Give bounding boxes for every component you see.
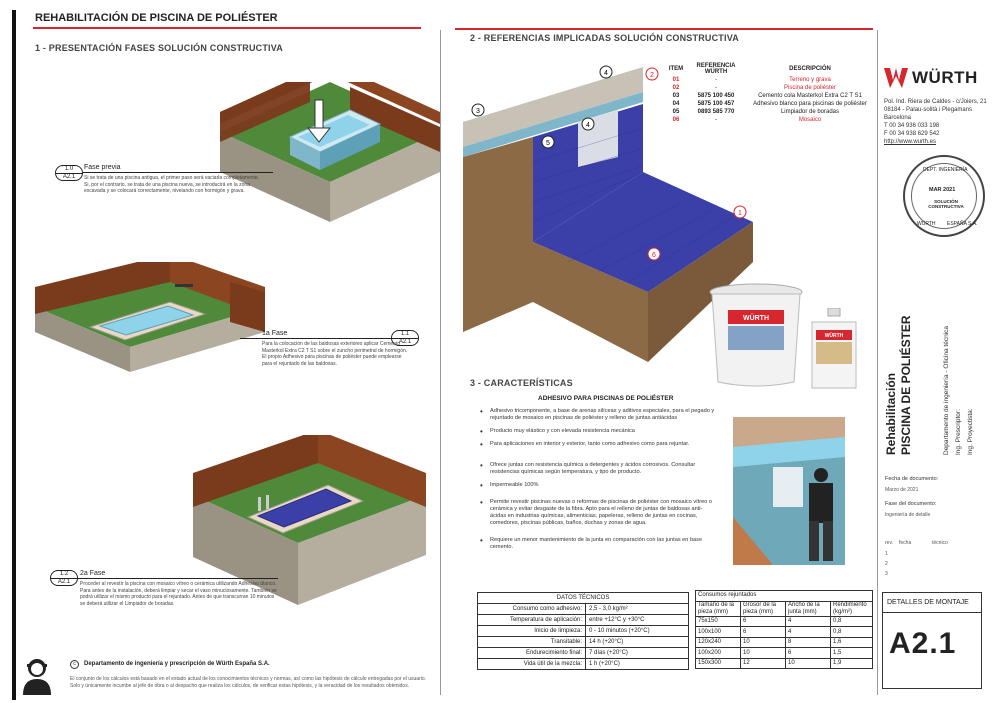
footer-dept: Departamento de ingeniería y prescripción de Würth España S.A. [84, 661, 270, 667]
phase2-text: Proceder al revestir la piscina con mosaico vítreo o cerámica utilizando Adhesivo blanco. Para antes de la instalación, deberá limpiar y secar el vaso minuciosamente. También se podrá utilizar el mismo producto para el rejuntado. Antes de que transcurran 10 minutos se deberá utilizar el Limpiador de boradas. [80, 581, 277, 607]
section2-topline [455, 28, 873, 30]
table-row: Endurecimiento final: 7 días (+20°C) [478, 648, 689, 659]
title-underline [33, 27, 421, 29]
table-row: 75x150 6 4 0,8 [696, 616, 873, 627]
revision-row: 3 [885, 571, 888, 577]
svg-text:2: 2 [650, 72, 654, 79]
phase0-name: Fase previa [84, 164, 121, 171]
company-address: Pol. Ind. Riera de Caldes - c/Joiers, 21 08184 - Palau-solità i Plegamans Barcelona T 00 34 936 033 198 F 00 34 938 629 542 http://www.wurth.es [884, 99, 987, 145]
details-label: DETALLES DE MONTAJE [883, 593, 981, 613]
svg-text:WÜRTH: WÜRTH [742, 315, 770, 322]
document-phase-value: Ingeniería de detalle [885, 512, 931, 518]
website-link[interactable]: http://www.wurth.es [884, 139, 937, 145]
technical-data-table [477, 592, 689, 670]
phase0-text: Si se trata de una piscina antigua, el primer paso será vaciarla completamente. Si, por el contrario, se trata de una piscina nueva, se introducirá en la zona excavada y se colocará correctamente, nivelando con hormigón y grava. [84, 175, 260, 194]
phase0-illustration [210, 82, 450, 232]
engineer-avatar-icon [20, 655, 54, 695]
revision-row: 2 [885, 561, 888, 567]
revision-row: 1 [885, 551, 888, 557]
technical-data-title: DATOS TÉCNICOS [478, 593, 689, 604]
department-line: Departamento de ingeniería - Oficina técnica [943, 326, 950, 455]
copyright-icon: c [70, 660, 79, 669]
document-date-value: Marzo de 2021 [885, 487, 919, 493]
revision-column-tech: técnico [932, 540, 948, 546]
product-title: ADHESIVO PARA PISCINAS DE POLIÉSTER [538, 395, 674, 402]
sheet-code: A2.1 [889, 627, 957, 660]
wurth-logo-icon [884, 66, 908, 88]
phase0-leader [83, 172, 273, 173]
proyectista-label: Ing. Proyectista: [967, 408, 974, 455]
references-row: 02 - Piscina de poliéster [672, 85, 837, 91]
revision-column-date: fecha [899, 540, 912, 546]
references-header-item: ITEM [668, 66, 684, 72]
list-item: • Permite revestir piscinas nuevas o reformas de piscinas de poliéster con mosaico vítreo o cerámica y evitar desgaste de la fibra. Apto para el relleno de juntas de baldosas anti-ácidas en industrias químicas, alimenticias, papeleras, relleno de juntas en cocinas, comedores, piscinas públicas, baños, duchas y zonas de agua. [480, 499, 715, 527]
consumption-table: Consumos rejuntados Tamaño de la pieza (mm) Grosor de la pieza (mm) Ancho de la junta (mm) Rendimiento (kg/m²) 75x150 6 4 0,8 100x100 6 4 0,8 120x240 10 8 1,6 100x200 10 6 1,5 150x300 12 10 1,9 [695, 590, 873, 669]
consumption-title: Consumos rejuntados [696, 591, 873, 602]
table-row: Vida útil de la mezcla: 1 h (+20°C) [478, 659, 689, 670]
phase1-name: 1a Fase [262, 330, 288, 337]
list-item: • Ofrece juntas con resistencia química a detergentes y ácidos corrosivos. Consultar resistencias químicas según temperatura, y tipo de producto. [480, 462, 715, 476]
section2-title: 2 - REFERENCIAS IMPLICADAS SOLUCIÓN CONSTRUCTIVA [470, 33, 739, 43]
table-row: Consumo como adhesivo: 2,5 - 3,0 kg/m² [478, 604, 689, 615]
engineering-stamp: DEPT. INGENIERÍA MAR 2021 SOLUCIÓN CONSTRUCTIVA WÜRTH ESPAÑA S.A. [903, 155, 985, 237]
worker-photo [733, 417, 845, 565]
phase2-name: 2a Fase [80, 570, 106, 577]
svg-text:5: 5 [546, 140, 550, 147]
section1-title: 1 - PRESENTACIÓN FASES SOLUCIÓN CONSTRUCTIVA [35, 43, 283, 53]
phase2-tag: 1.2 A2.1 [50, 570, 78, 586]
list-item: • Impermeable 100% [480, 482, 715, 489]
section3-title: 3 - CARACTERÍSTICAS [470, 378, 573, 388]
phase1-text: Para la colocación de las baldosas exteriores aplicar Cemento Masterkol Extra C2 T S1 sobre el zuncho perimetral de hormigón. El propio Adhesivo para piscinas de poliéster puede emplearse para el rejuntado de las baldosas. [262, 341, 408, 367]
list-item: • Adhesivo tricomponente, a base de arenas silíceas y aditivos especiales, para el pegado y rejuntado de mosaico en piscinas de poliéster y relleno de juntas antiácidas [480, 408, 715, 422]
references-row: 04 5875 100 457 Adhesivo blanco para piscinas de poliéster [672, 101, 867, 107]
references-header-ref: REFERENCIA WÜRTH [696, 63, 736, 75]
list-item: • Requiere un menor mantenimiento de la junta en comparación con las juntas en base cemento. [480, 537, 715, 551]
phase2-leader [78, 578, 278, 579]
project-title-line1: Rehabilitación [884, 372, 898, 455]
table-row: Transitable: 14 h (+20°C) [478, 637, 689, 648]
cleaner-bottle-image [808, 308, 860, 390]
footer-disclaimer: El conjunto de los cálculos está basado en el estado actual de los conocimientos técnicos y normas, así como las hipótesis de cálculo entregadas por el usuario. Solo y únicamente incumbe al jefe de obra o al despacho que realiza los cálculos, de verificar estas hipótesis, y la veracidad de los resultados obtenidos. [70, 676, 427, 689]
references-row: 06 - Mosaico [672, 117, 822, 123]
details-box [882, 592, 982, 689]
table-row: Inicio de limpieza: 0 - 10 minutos (+20°C) [478, 626, 689, 637]
references-header-row [662, 62, 878, 76]
table-row: 100x100 6 4 0,8 [696, 627, 873, 638]
project-title-line2: PISCINA DE POLIÉSTER [899, 315, 913, 455]
document-phase-label: Fase del documento: [885, 501, 937, 507]
table-row: 120x240 10 8 1,6 [696, 637, 873, 648]
svg-text:6: 6 [652, 252, 656, 259]
left-border [12, 10, 16, 700]
table-row: 150x300 12 10 1,9 [696, 658, 873, 669]
list-item: • Para aplicaciones en interior y exterior, tanto como adhesivo como para rejuntar. [480, 441, 715, 448]
adhesive-bucket-image [706, 282, 806, 390]
document-date-label: Fecha de documento: [885, 476, 939, 482]
sheet-title: REHABILITACIÓN DE PISCINA DE POLIÉSTER [35, 12, 278, 24]
revision-column-rev: rev. [885, 540, 893, 546]
phase0-tag: 1.0 A2.1 [55, 165, 83, 181]
center-divider [440, 30, 441, 695]
table-row: 100x200 10 6 1,5 [696, 648, 873, 659]
svg-text:3: 3 [476, 108, 480, 115]
characteristics-list [480, 408, 715, 557]
references-row: 03 5875 100 450 Cemento cola Masterkol Extra C2 T S1 [672, 93, 862, 99]
prescriptor-label: Ing. Prescriptor: [955, 409, 962, 455]
references-row: 05 0893 585 770 Limpiador de boradas [672, 109, 840, 115]
sidebar-divider [877, 30, 878, 695]
list-item: • Producto muy elástico y con elevada resistencia mecánica [480, 428, 715, 435]
svg-text:4: 4 [604, 70, 608, 77]
phase1-leader [240, 338, 391, 339]
references-table [662, 62, 878, 124]
svg-text:4: 4 [586, 122, 590, 129]
table-row: Temperatura de aplicación: entre +12°C y +30°C [478, 615, 689, 626]
svg-text:1: 1 [738, 210, 742, 217]
svg-text:WÜRTH: WÜRTH [824, 333, 844, 339]
references-header-desc: DESCRIPCIÓN [789, 66, 831, 72]
references-row: 01 - Terreno y grava [672, 77, 831, 83]
brand-name: WÜRTH [912, 68, 978, 87]
phase1-tag: 1.1 A2.1 [391, 330, 419, 346]
phase1-illustration [30, 262, 270, 392]
